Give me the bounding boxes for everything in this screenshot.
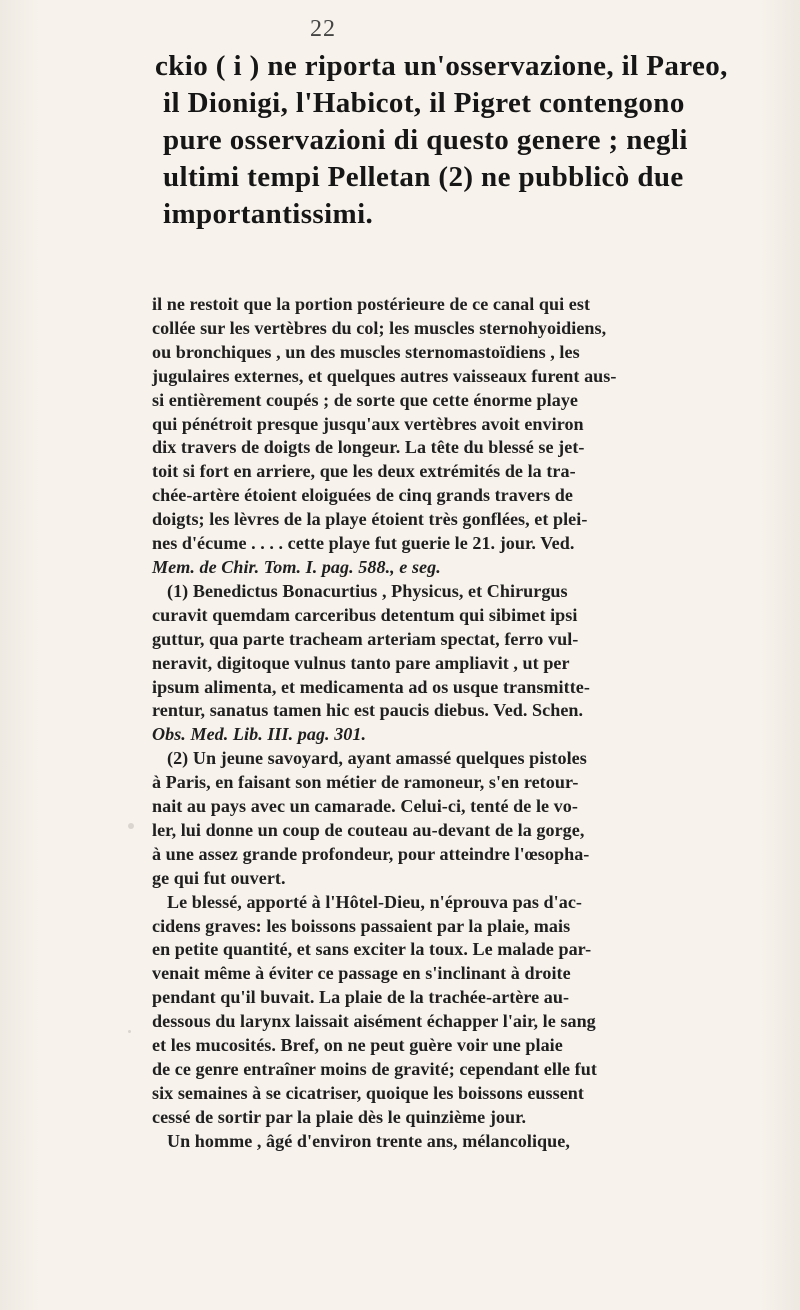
footnote-line: ou bronchiques , un des muscles sternomastoïdiens , les [152,341,580,362]
footnote-line: curavit quemdam carceribus detentum qui sibimet ipsi [152,604,578,625]
footnote-line: et les mucosités. Bref, on ne peut guère voir une plaie [152,1035,563,1056]
footnote-line: cessé de sortir par la plaie dès le quinzième jour. [152,1106,527,1127]
footnote-line: rentur, sanatus tamen hic est paucis diebus. Ved. Schen. [152,700,584,721]
page-spot [128,1030,131,1033]
footnote-line: en petite quantité, et sans exciter la toux. Le malade par- [152,939,592,960]
main-text-line: ultimi tempi Pelletan (2) ne pubblicò due [163,161,684,193]
footnote-line: ipsum alimenta, et medicamenta ad os usque transmitte- [152,676,590,697]
footnote-line: (1) Benedictus Bonacurtius , Physicus, et Chirurgus [167,580,568,601]
page-number: 22 [310,16,336,42]
footnote-line: si entièrement coupés ; de sorte que cette énorme playe [152,389,578,410]
footnote-line: (2) Un jeune savoyard, ayant amassé quelques pistoles [167,748,587,769]
footnote-line: dessous du larynx laissait aisément échapper l'air, le sang [152,1011,596,1032]
footnote-line: doigts; les lèvres de la playe étoient très gonflées, et plei- [152,509,588,530]
footnote-line: Un homme , âgé d'environ trente ans, mélancolique, [167,1130,570,1151]
footnote-line: neravit, digitoque vulnus tanto pare ampliavit , ut per [152,652,570,673]
footnote-line: à une assez grande profondeur, pour atteindre l'œsopha- [152,843,590,864]
footnote-line: ler, lui donne un coup de couteau au-devant de la gorge, [152,819,585,840]
page-spot [128,823,134,829]
footnote-line: nait au pays avec un camarade. Celui-ci, tenté de le vo- [152,796,578,817]
footnote-line: Obs. Med. Lib. III. pag. 301. [152,724,367,745]
main-italian-paragraph [155,48,773,233]
footnote-line: collée sur les vertèbres du col; les muscles sternohyoidiens, [152,317,607,338]
main-text-line: il Dionigi, l'Habicot, il Pigret contengono [163,87,685,119]
footnote-line: toit si fort en arriere, que les deux extrémités de la tra- [152,461,576,482]
footnote-line: à Paris, en faisant son métier de ramoneur, s'en retour- [152,772,579,793]
footnote-line: cidens graves: les boissons passaient par la plaie, mais [152,915,571,936]
footnote-line: ge qui fut ouvert. [152,867,286,888]
footnote-line: il ne restoit que la portion postérieure de ce canal qui est [152,294,591,314]
footnote-line: pendant qu'il buvait. La plaie de la trachée-artère au- [152,987,570,1008]
footnote-line: six semaines à se cicatriser, quoique les boissons eussent [152,1082,584,1103]
footnote-line: qui pénétroit presque jusqu'aux vertèbres avoit environ [152,413,584,434]
footnote-line: Le blessé, apporté à l'Hôtel-Dieu, n'éprouva pas d'ac- [167,891,583,912]
footnote-line: nes d'écume . . . . cette playe fut guerie le 21. jour. Ved. [152,533,575,554]
footnote-line: jugulaires externes, et quelques autres vaisseaux furent aus- [152,365,617,386]
footnote-line: chée-artère étoient eloiguées de cinq grands travers de [152,485,573,506]
footnote-line: guttur, qua parte tracheam arteriam spectat, ferro vul- [152,628,579,649]
footnote-line: dix travers de doigts de longeur. La tête du blessé se jet- [152,437,585,458]
main-text-line: pure osservazioni di questo genere ; negli [163,124,688,156]
footnotes-block [152,293,777,1154]
footnote-line: Mem. de Chir. Tom. I. pag. 588., e seg. [152,556,441,577]
main-text-line: importantissimi. [163,198,374,230]
footnote-line: de ce genre entraîner moins de gravité; cependant elle fut [152,1059,597,1079]
footnote-line: venait même à éviter ce passage en s'inclinant à droite [152,963,571,984]
main-text-line: ckio ( i ) ne riporta un'osservazione, il Pareo, [155,50,728,82]
